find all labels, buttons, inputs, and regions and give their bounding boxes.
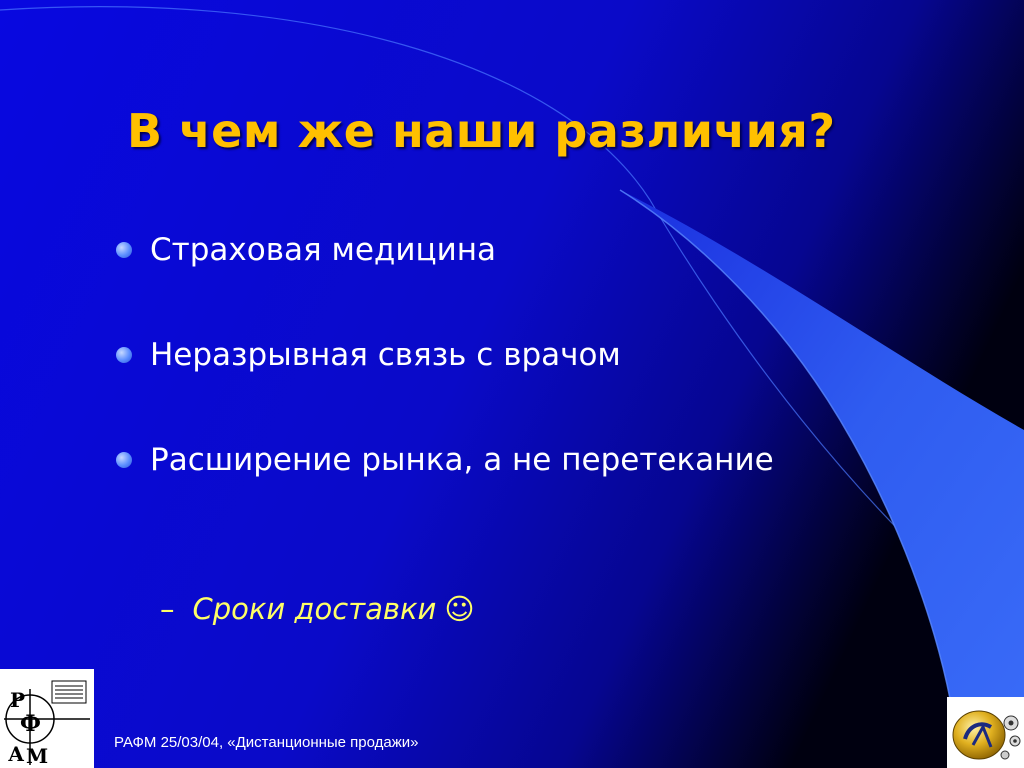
bullet-dot-icon	[116, 242, 132, 258]
sub-bullet	[160, 592, 475, 626]
sub-bullet-text: Сроки доставки	[192, 592, 437, 626]
slide-footer: РАФМ 25/03/04, «Дистанционные продажи»	[114, 734, 419, 751]
rafm-logo	[0, 669, 94, 768]
bullet-dot-icon	[116, 347, 132, 363]
svg-text:М: М	[26, 744, 49, 768]
bullet-text: Страховая медицина	[150, 232, 497, 268]
bullet-item	[116, 442, 774, 478]
bullet-text: Расширение рынка, а не перетекание	[150, 442, 774, 478]
bullet-item	[116, 232, 496, 268]
smiley-icon: ☺	[444, 592, 475, 626]
partner-logo	[947, 697, 1024, 768]
svg-text:Р: Р	[10, 688, 26, 712]
bullet-dot-icon	[116, 452, 132, 468]
svg-text:А: А	[8, 742, 25, 766]
sub-bullet-dash: –	[160, 592, 175, 626]
slide-title: В чем же наши различия?	[127, 104, 836, 158]
bullet-text: Неразрывная связь с врачом	[150, 337, 621, 373]
bullet-item	[116, 337, 621, 373]
svg-text:Ф: Ф	[20, 711, 41, 737]
